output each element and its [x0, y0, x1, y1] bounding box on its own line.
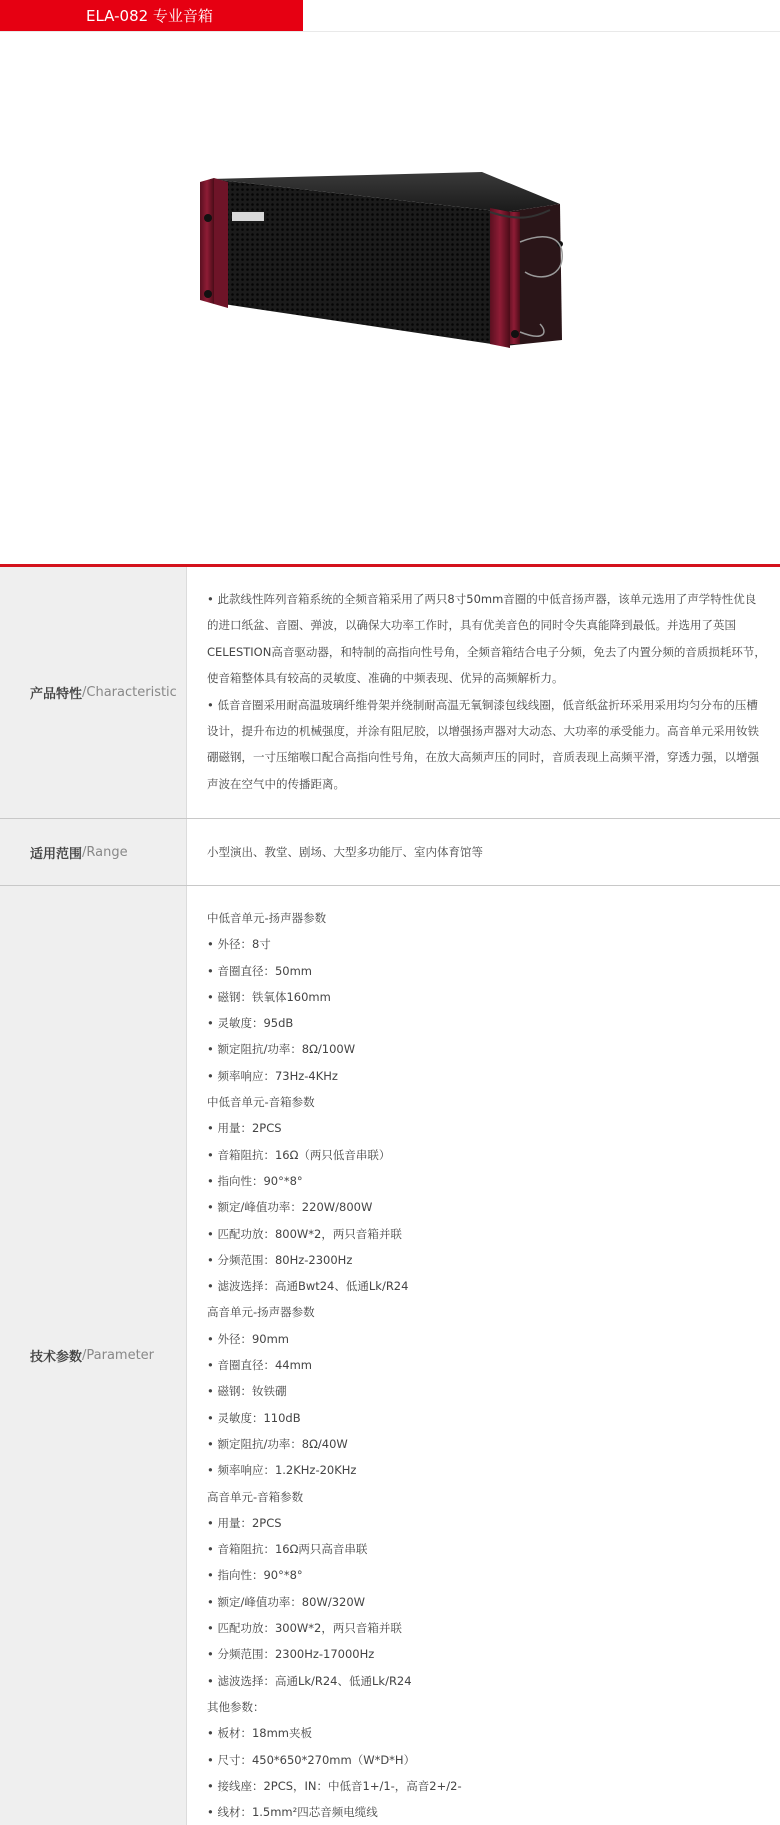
param-line: • 用量：2PCS [207, 1121, 282, 1136]
param-line: • 滤波选择：高通Lk/R24、低通Lk/R24 [207, 1673, 412, 1688]
param-line: • 额定阻抗/功率：8Ω/40W [207, 1436, 348, 1451]
param-line: • 额定/峰值功率：80W/320W [207, 1594, 366, 1609]
label-cn: 适用范围 [30, 846, 83, 862]
parameter-label [0, 886, 187, 1825]
characteristic-paragraph: • 低音音圈采用耐高温玻璃纤维骨架并绕制耐高温无氧铜漆包线线圈，低音纸盆折环采用采用均匀分布的压槽设计，提升布边的机械强度，并涂有阻尼胶，以增强扬声器对大动态、大功率的承受能力。高音单元采用钕铁硼磁钢，一寸压缩喉口配合高指向性号角，在放大高频声压的同时，音质表现上高频平滑，穿透力强，以增强声波在空气中的传播距离。 [207, 697, 759, 791]
range-row [0, 819, 780, 886]
param-line: • 分频范围：80Hz-2300Hz [207, 1252, 353, 1267]
parameter-row [0, 886, 780, 1825]
characteristic-label [0, 567, 187, 818]
param-line: • 滤波选择：高通Bwt24、低通Lk/R24 [207, 1279, 409, 1294]
range-label [0, 819, 187, 885]
param-line: 高音单元-扬声器参数 [207, 1305, 315, 1320]
param-line: • 音箱阻抗：16Ω（两只低音串联） [207, 1147, 391, 1162]
param-line: • 音箱阻抗：16Ω两只高音串联 [207, 1542, 368, 1557]
param-line: • 灵敏度：95dB [207, 1016, 294, 1031]
logo-badge-icon [232, 212, 264, 221]
label-cn: 产品特性 [30, 687, 83, 702]
label-cn: 技术参数 [30, 1350, 83, 1365]
range-content: 小型演出、教堂、剧场、大型多功能厅、室内体育馆等 [207, 845, 483, 859]
spec-table [0, 567, 780, 1825]
product-image [0, 32, 780, 564]
param-line: • 尺寸：450*650*270mm（W*D*H） [207, 1752, 416, 1767]
param-line: • 频率响应：1.2KHz-20KHz [207, 1463, 357, 1478]
param-line: 中低音单元-音箱参数 [207, 1095, 315, 1110]
characteristic-row [0, 567, 780, 819]
label-en: /Range [82, 844, 128, 860]
param-line: • 磁钢：钕铁硼 [207, 1384, 287, 1399]
characteristic-content [187, 567, 780, 818]
param-line: 高音单元-音箱参数 [207, 1489, 304, 1504]
param-line: • 分频范围：2300Hz-17000Hz [207, 1647, 375, 1662]
page-title: ELA-082 专业音箱 [0, 0, 303, 32]
param-line: • 外径：8寸 [207, 937, 271, 952]
param-line: • 匹配功放：800W*2，两只音箱并联 [207, 1226, 402, 1241]
param-line: • 额定阻抗/功率：8Ω/100W [207, 1042, 356, 1057]
param-line: • 频率响应：73Hz-4KHz [207, 1068, 338, 1083]
param-line: • 灵敏度：110dB [207, 1410, 301, 1425]
param-line: • 音圈直径：50mm [207, 963, 312, 978]
label-en: /Parameter [82, 1348, 155, 1363]
param-line: • 磁钢：铁氧体160mm [207, 989, 331, 1004]
param-line: • 额定/峰值功率：220W/800W [207, 1200, 373, 1215]
param-line: • 音圈直径：44mm [207, 1358, 312, 1373]
param-line: 其他参数： [207, 1699, 265, 1714]
parameter-content [187, 886, 780, 1825]
param-line: • 线材：1.5mm²四芯音频电缆线 [207, 1805, 378, 1820]
param-line: 中低音单元-扬声器参数 [207, 911, 327, 925]
characteristic-paragraph: • 此款线性阵列音箱系统的全频音箱采用了两只8寸50mm音圈的中低音扬声器，该单元选用了声学特性优良的进口纸盆、音圈、弹波，以确保大功率工作时，具有优美音色的同时令失真能降到最低。并选用了英国CELESTION高音驱动器，和特制的高指向性号角，全频音箱结合电子分频，免去了内置分频的音质损耗环节，使音箱整体具有较高的灵敏度、准确的中频表现、优异的高频解析力。 [207, 592, 766, 686]
param-line: • 板材：18mm夹板 [207, 1726, 312, 1741]
param-line: • 指向性：90°*8° [207, 1568, 303, 1583]
param-line: • 外径：90mm [207, 1331, 289, 1346]
param-line: • 用量：2PCS [207, 1515, 282, 1530]
param-line: • 指向性：90°*8° [207, 1173, 303, 1188]
label-en: /Characteristic [82, 685, 177, 700]
param-line: • 匹配功放：300W*2，两只音箱并联 [207, 1621, 402, 1636]
param-line: • 接线座：2PCS，IN：中低音1+/1-，高音2+/2- [207, 1778, 462, 1793]
